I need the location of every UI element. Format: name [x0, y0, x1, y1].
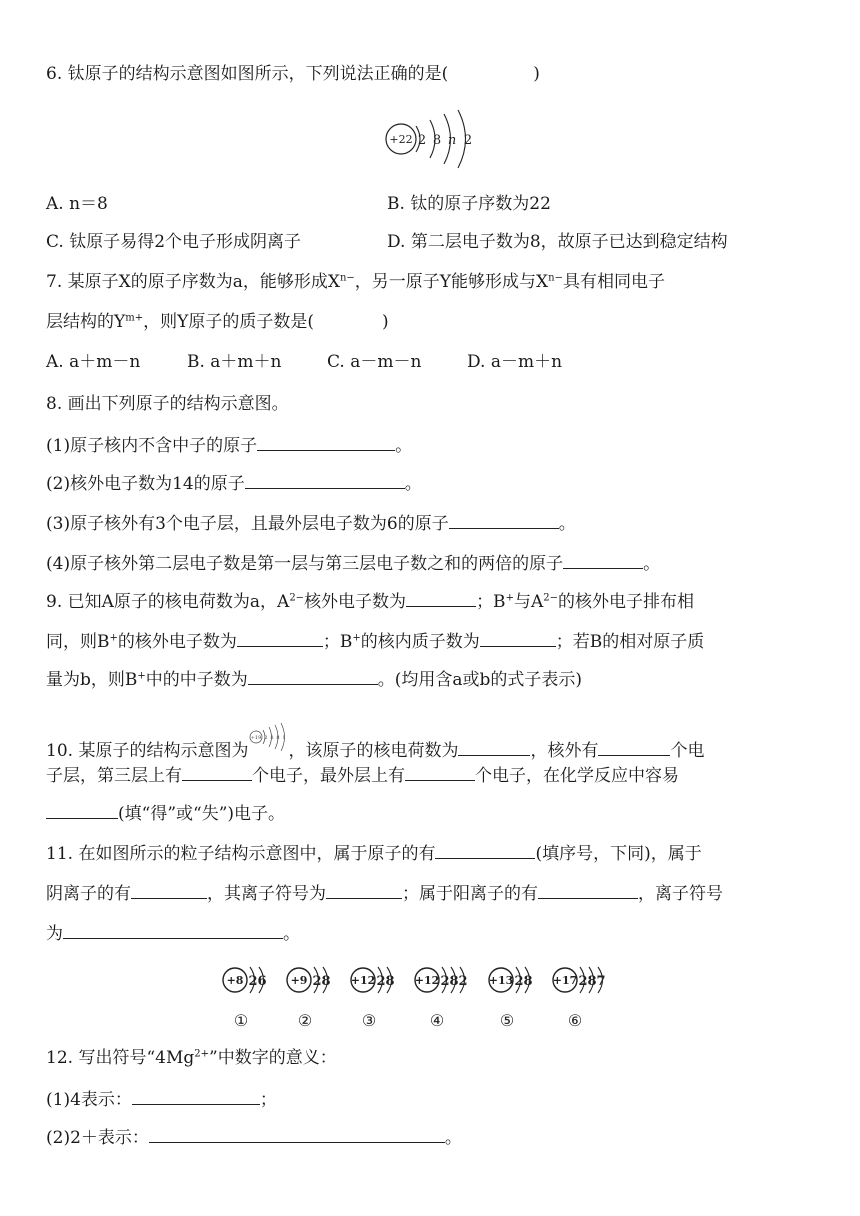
particle-number-label: ② [297, 1011, 313, 1030]
q6-titanium-atom-diagram [380, 108, 490, 170]
q10-gain-lose-blank[interactable] [46, 800, 118, 819]
q10-shell-2: 8 [270, 735, 275, 741]
electron-shell-count: 2 [312, 974, 322, 989]
electron-shell-count: 2 [578, 974, 588, 989]
particle-number-label: ① [233, 1011, 249, 1030]
q11-line-2: 阴离子的有 ，其离子符号为 ；属于阳离子的有 ，离子符号 [46, 880, 723, 906]
q11-cations-blank[interactable] [538, 880, 638, 899]
particle-5 [489, 967, 533, 1030]
q10-shell-count-blank[interactable] [598, 737, 670, 756]
q9-line-3: 量为b，则B+中的中子数为 。(均用含a或b的式子表示) [46, 666, 582, 692]
q7-line-2: 层结构的$Y^{m+}$，则Y原子的质子数是( ) [46, 312, 389, 332]
q6-shell-4: 2 [463, 133, 473, 148]
q9-b-electron-count-blank[interactable] [237, 628, 323, 647]
q10-nuclear-charge-blank[interactable] [458, 737, 530, 756]
q9-a2-electron-count-blank[interactable] [406, 588, 476, 607]
q11-anions-blank[interactable] [131, 880, 207, 899]
electron-shell-count: 2 [458, 974, 468, 989]
q6-option-b: B. 钛的原子序数为22 [387, 194, 551, 214]
particle-nucleus-label: +17 [552, 974, 578, 987]
q10-line-1: 10. 某原子的结构示意图为 +19 2 8 8 1 ，该原子的核电荷数为 ，核外有 个电 [46, 722, 704, 763]
particle-6 [553, 967, 606, 1030]
q9-b-neutron-count-blank[interactable] [248, 666, 378, 685]
q7-option-a: A. a＋m－n [46, 352, 141, 372]
electron-shell-count: 8 [449, 974, 459, 989]
particle-3 [351, 967, 395, 1030]
q11-particle-diagrams [220, 958, 640, 1034]
electron-shell-count: 8 [523, 974, 533, 989]
electron-shell-count: 2 [514, 974, 524, 989]
q6-nucleus-label: +22 [389, 133, 413, 146]
q10-atom-diagram [248, 722, 288, 752]
q9-line-1: 9. 已知A原子的核电荷数为a，$A^{2-}$核外电子数为 ；B+与$A^{2-}$的核外电子排布相 [46, 588, 694, 614]
q8-part-2-answer-blank[interactable] [245, 470, 405, 489]
q6-option-d: D. 第二层电子数为8，故原子已达到稳定结构 [387, 232, 728, 252]
q10-line-2: 子层，第三层上有 个电子，最外层上有 个电子，在化学反应中容易 [46, 762, 679, 788]
q12-part-1: (1)4表示： ； [46, 1086, 277, 1112]
q11-line-1: 11. 在如图所示的粒子结构示意图中，属于原子的有 (填序号，下同)，属于 [46, 840, 702, 866]
q10-third-shell-blank[interactable] [182, 762, 252, 781]
q6-shell-3: n [447, 133, 457, 148]
q7-option-c: C. a－m－n [327, 352, 422, 372]
electron-shell-count: 8 [385, 974, 395, 989]
q8-part-3: (3)原子核外有3个电子层，且最外层电子数为6的原子 。 [46, 510, 576, 536]
particle-nucleus-label: +12 [414, 974, 440, 987]
q11-atoms-blank[interactable] [435, 840, 535, 859]
q10-outer-shell-blank[interactable] [405, 762, 475, 781]
electron-shell-count: 2 [376, 974, 386, 989]
electron-shell-count: 8 [587, 974, 597, 989]
q9-b-proton-count-blank[interactable] [480, 628, 556, 647]
q12-part-2-answer-blank[interactable] [149, 1124, 445, 1143]
q6-shell-1: 2 [417, 133, 427, 148]
q6-stem: 6. 钛原子的结构示意图如图所示，下列说法正确的是( ) [46, 64, 540, 84]
particle-4 [415, 967, 468, 1030]
q8-part-4-answer-blank[interactable] [563, 550, 643, 569]
electron-shell-count: 7 [596, 974, 606, 989]
particle-number-label: ⑤ [499, 1011, 515, 1030]
q10-shell-3: 8 [276, 735, 281, 741]
q8-part-1-answer-blank[interactable] [257, 432, 395, 451]
particle-nucleus-label: +13 [488, 974, 514, 987]
q7-option-b: B. a＋m＋n [187, 352, 282, 372]
q8-part-2: (2)核外电子数为14的原子 。 [46, 470, 422, 496]
q8-part-1: (1)原子核内不含中子的原子 。 [46, 432, 412, 458]
particle-1 [223, 967, 267, 1030]
electron-shell-count: 2 [440, 974, 450, 989]
particle-2 [287, 967, 331, 1030]
q12-part-2: (2)2＋表示： 。 [46, 1124, 462, 1150]
q6-option-a: A. n＝8 [46, 194, 108, 214]
q10-nucleus-label: +19 [251, 735, 262, 741]
q6-option-c: C. 钛原子易得2个电子形成阴离子 [46, 232, 302, 252]
particle-number-label: ⑥ [567, 1011, 583, 1030]
particle-nucleus-label: +8 [226, 974, 244, 987]
q12-part-1-answer-blank[interactable] [132, 1086, 260, 1105]
particle-number-label: ④ [429, 1011, 445, 1030]
particle-nucleus-label: +9 [290, 974, 308, 987]
q8-part-3-answer-blank[interactable] [449, 510, 559, 529]
q9-line-2: 同，则B+的核外电子数为 ；B+的核内质子数为 ；若B的相对原子质 [46, 628, 704, 654]
q11-anion-symbol-blank[interactable] [326, 880, 402, 899]
q10-line-3: (填“得”或“失”)电子。 [46, 800, 285, 826]
electron-shell-count: 2 [248, 974, 258, 989]
q12-stem: 12. 写出符号“$4Mg^{2+}$”中数字的意义： [46, 1048, 337, 1068]
particle-number-label: ③ [361, 1011, 377, 1030]
q6-shell-2: 8 [432, 133, 442, 148]
electron-shell-count: 8 [321, 974, 331, 989]
q7-line-1: 7. 某原子X的原子序数为a，能够形成$X^{n-}$，另一原子Y能够形成与$X^{n-}$具有相同电子 [46, 272, 665, 292]
electron-shell-count: 6 [257, 974, 267, 989]
q10-shell-4: 1 [282, 735, 287, 741]
particle-nucleus-label: +12 [350, 974, 376, 987]
q11-cation-symbol-blank[interactable] [63, 920, 283, 939]
q8-stem: 8. 画出下列原子的结构示意图。 [46, 394, 289, 414]
q11-line-3: 为 。 [46, 920, 300, 946]
q7-option-d: D. a－m＋n [467, 352, 563, 372]
q10-shell-1: 2 [264, 735, 269, 741]
q8-part-4: (4)原子核外第二层电子数是第一层与第三层电子数之和的两倍的原子 。 [46, 550, 660, 576]
